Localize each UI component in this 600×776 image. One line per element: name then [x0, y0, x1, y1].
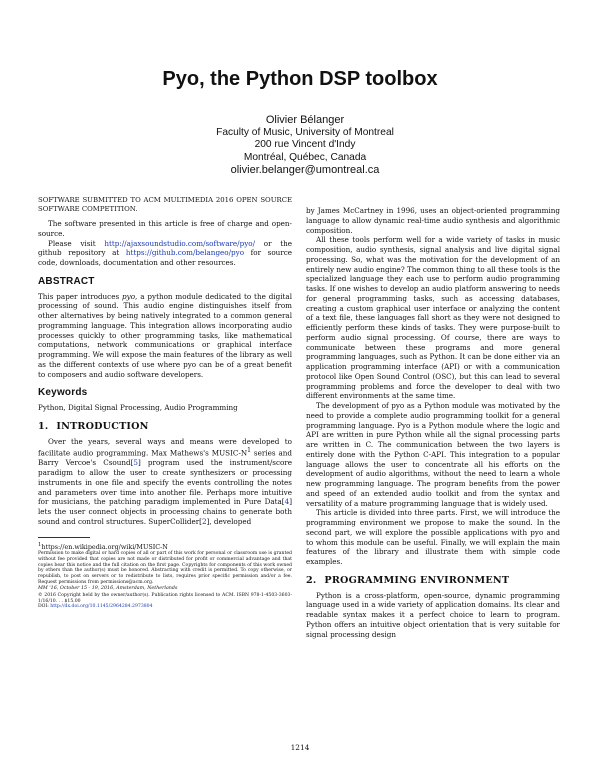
visit-text-post: for source code, downloads, documentation and other resources.	[38, 248, 292, 267]
intro-text-a: Over the years, several ways and means were developed to facilitate audio programming. Max Mathews's MUSIC-N	[38, 436, 292, 458]
visit-text-mid: or the github repository at	[38, 238, 293, 258]
doi-link[interactable]: http://dx.doi.org/10.1145/2964284.2973804	[50, 604, 153, 610]
visit-paragraph	[38, 239, 292, 268]
paper-title: Pyo, the Python DSP toolbox	[162, 68, 438, 90]
page-number: 1214	[290, 743, 310, 752]
author-block	[200, 114, 410, 177]
footnote	[38, 541, 292, 551]
intro-text-b: series and Barry Vercoe's Csound[	[38, 448, 292, 468]
body-paragraph-3: The development of pyo as a Python module was motivated by the need to provide a complete audio programming toolkit for a general programming language. Pyo is a Python module where the logic and API are written in pure Python while all the signal processing parts are written in C. The communication between the two layers is entirely done with the Python C-API. This integration to a popular language allows the user to concentrate all his efforts on the development of audio algorithms, without the need to learn a whole new programming language. The program benefits from the power and speed of an extended audio toolkit and from the syntax and versatility of a mature programming language that is widely used.	[306, 401, 560, 508]
section-title: INTRODUCTION	[56, 420, 149, 432]
keywords-heading: Keywords	[38, 387, 88, 399]
footnote-url: https://en.wikipedia.org/wiki/MUSIC-N	[41, 542, 168, 551]
doi-line	[38, 604, 292, 610]
left-column	[38, 196, 292, 610]
footnote-divider	[38, 537, 90, 538]
section-number: 2.	[306, 574, 317, 586]
abstract-heading: ABSTRACT	[38, 275, 95, 287]
body-paragraph-4: This article is divided into three parts. First, we will introduce the programming environment we propose to make the sound. In the second part, we will explore the possible applications with pyo and to whom this module can be useful. Finally, we will explain the main features of the library and illustrate them with simple code examples.	[306, 508, 560, 566]
conference-info: MM '16, October 15 - 19, 2016, Amsterdam, Netherlands	[38, 586, 178, 592]
programming-environment-heading	[306, 576, 560, 586]
author-affiliation: Faculty of Music, University of Montreal	[216, 126, 394, 138]
doi-label: DOI:	[38, 604, 51, 610]
body-paragraph-5: Python is a cross-platform, open-source, dynamic programming language used in a wide variety of application domains. Its clear and readable syntax makes it a perfect choice to learn to program. Python offers an intuitive object orientation that is very suitable for signal processing design	[306, 590, 560, 639]
visit-text-pre: Please visit	[48, 238, 105, 248]
author-address-street: 200 rue Vincent d'Indy	[254, 139, 356, 151]
introduction-paragraph	[38, 437, 292, 527]
body-paragraph-2: All these tools perform well for a wide variety of tasks in music composition, audio synthesis, signal analysis and live digital signal processing. So, what was the motivation for the development of an entirely new audio engine? The common thing to all these tools is the specialized language they each use to perform audio programming tasks. If one wishes to develop an audio platform answering to needs for general programming tasks, such as accessing databases, creating a custom graphical user interface or analyzing the content of a text file, these languages fall short as they were not designed to efficiently perform these kinds of tasks. They were purpose-built to perform audio signal processing. Of course, there are ways to communicate between these programs and more general programming languages, such as Python. It can be done either via an application programming interface (API) or with a communication protocol like Open Sound Control (OSC), but this can lead to several programming problems and force the developer to deal with two different environments at the same time.	[306, 235, 560, 401]
introduction-heading	[38, 422, 292, 432]
abstract-text-pre: This paper introduces	[38, 291, 123, 301]
abstract-emphasis: pyo	[122, 291, 136, 301]
website-link[interactable]: http://ajaxsoundstudio.com/software/pyo/	[104, 238, 256, 248]
abstract-paragraph	[38, 292, 292, 380]
right-column	[306, 206, 560, 639]
keywords-list: Python, Digital Signal Processing, Audio Programming	[38, 403, 238, 412]
submission-note: SOFTWARE SUBMITTED TO ACM MULTIMEDIA 2016 OPEN SOURCE SOFTWARE COMPETITION.	[38, 196, 292, 213]
free-software-note: The software presented in this article is free of charge and open-source.	[38, 219, 292, 238]
github-link[interactable]: https://github.com/belangeo/pyo	[125, 248, 245, 258]
author-address-city: Montréal, Québec, Canada	[243, 151, 367, 163]
section-number: 1.	[38, 420, 49, 432]
citation-link-2[interactable]: 2	[201, 516, 207, 526]
intro-text-c: ] program used the instrument/score paradigm to allow the user to create synthesizers or processing instruments in one file and specify the events controlling the notes and parameters over time into another file. Perhaps more intuitive for musicians, the patching paradigm implemented in Pure Data[	[38, 458, 292, 507]
author-name: Olivier Bélanger	[265, 114, 345, 126]
citation-link-4[interactable]: 4	[284, 497, 290, 507]
author-email: olivier.belanger@umontreal.ca	[230, 164, 380, 177]
intro-text-d: ] lets the user connect objects in processing chains to generate both sound and control structures. SuperCollider[	[38, 497, 292, 526]
copyright-notice: © 2016 Copyright held by the owner/author(s). Publication rights licensed to ACM. ISBN 978-1-4503-3603-1/16/10. . . $15.00	[38, 592, 292, 604]
intro-text-e: ], developed	[206, 516, 252, 526]
permission-notice: Permission to make digital or hard copies of all or part of this work for personal or classroom use is granted without fee provided that copies are not made or distributed for profit or commercial advantage and that copies bear this notice and the full citation on the first page. Copyrights for components of this work owned by others than the author(s) must be honored. Abstracting with credit is permitted. To copy otherwise, or republish, to post on servers or to redistribute to lists, requires prior specific permission and/or a fee. Request permissions from permissions@acm.org.	[38, 550, 292, 586]
footnote-number: 1	[38, 541, 42, 548]
body-paragraph-1: by James McCartney in 1996, uses an object-oriented programming language to allow dynamic real-time audio synthesis and algorithmic composition.	[306, 206, 560, 235]
section-title: PROGRAMMING ENVIRONMENT	[324, 574, 510, 586]
abstract-text-post: , a python module dedicated to the digital processing of sound. This audio engine distinguishes itself from other alternatives by being natively integrated to a common general programming language. This integration allows incorporating audio processes quickly to other programming tasks, like mathematical computations, network communications or graphical interface programming. We will expose the main features of the library as well as the different contexts of use where pyo can be of a great benefit to composers and audio software developers.	[38, 291, 292, 379]
footnote-marker: 1	[247, 447, 251, 455]
citation-link-5[interactable]: 5	[133, 458, 138, 468]
